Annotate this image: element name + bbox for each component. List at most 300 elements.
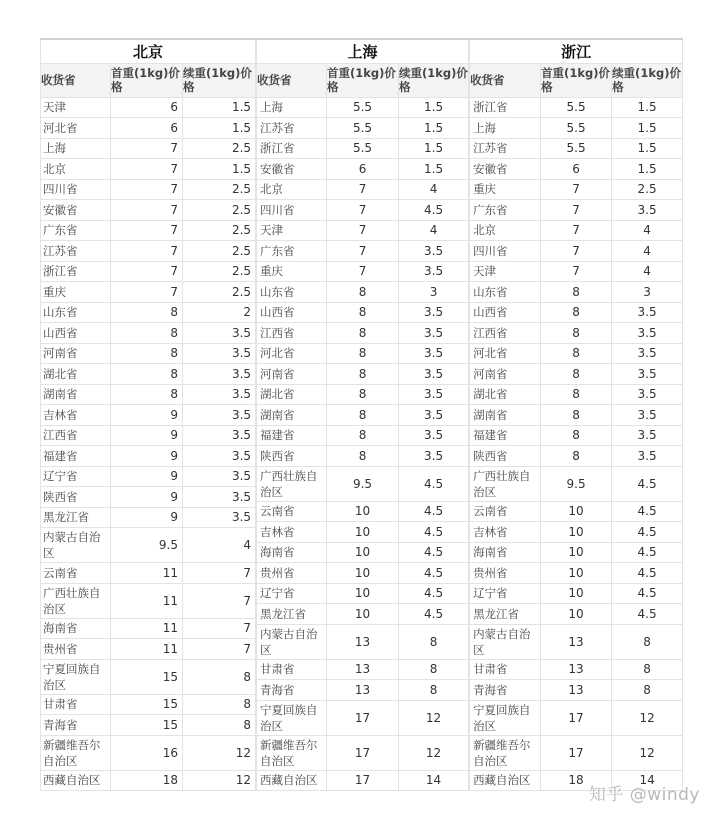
next-weight-cell: 3.5	[183, 405, 256, 426]
next-weight-cell: 3.5	[399, 364, 469, 385]
province-cell: 辽宁省	[470, 583, 541, 604]
province-cell: 西藏自治区	[257, 770, 327, 791]
table-row	[41, 715, 256, 736]
table-row	[257, 138, 469, 159]
province-cell: 宁夏回族自治区	[257, 700, 327, 735]
first-weight-cell: 8	[541, 282, 612, 303]
first-weight-cell: 9	[111, 446, 183, 467]
first-weight-cell: 10	[327, 583, 399, 604]
first-weight-cell: 13	[541, 624, 612, 659]
table-row	[41, 563, 256, 584]
province-cell: 云南省	[41, 563, 111, 584]
province-cell: 甘肃省	[470, 659, 541, 680]
table-body	[257, 97, 469, 791]
next-weight-cell: 8	[183, 659, 256, 694]
table-row	[41, 583, 256, 618]
table-row	[470, 118, 683, 139]
province-cell: 青海省	[470, 680, 541, 701]
table-row	[470, 97, 683, 118]
next-weight-cell: 12	[612, 735, 683, 770]
first-weight-cell: 8	[111, 364, 183, 385]
next-weight-cell: 4.5	[399, 604, 469, 625]
province-cell: 吉林省	[470, 522, 541, 543]
province-cell: 宁夏回族自治区	[41, 659, 111, 694]
first-weight-cell: 6	[541, 159, 612, 180]
table-row	[470, 200, 683, 221]
next-weight-cell: 8	[399, 659, 469, 680]
table-body	[41, 97, 256, 791]
table-row	[257, 364, 469, 385]
province-cell: 河北省	[257, 343, 327, 364]
first-weight-cell: 8	[541, 446, 612, 467]
zhejiang-table	[469, 38, 683, 791]
first-weight-cell: 7	[541, 179, 612, 200]
col-next-weight-header: 续重(1kg)价格	[612, 63, 683, 97]
province-cell: 甘肃省	[257, 659, 327, 680]
first-weight-cell: 8	[541, 343, 612, 364]
block-title: 浙江	[470, 39, 683, 63]
price-tables	[40, 38, 683, 791]
table-row	[41, 405, 256, 426]
table-row	[257, 405, 469, 426]
first-weight-cell: 8	[327, 343, 399, 364]
table-row	[41, 639, 256, 660]
table-row	[257, 583, 469, 604]
table-row	[257, 343, 469, 364]
table-row	[470, 700, 683, 735]
first-weight-cell: 8	[327, 323, 399, 344]
first-weight-cell: 10	[327, 563, 399, 584]
province-cell: 山西省	[257, 302, 327, 323]
next-weight-cell: 3.5	[399, 323, 469, 344]
next-weight-cell: 3.5	[612, 384, 683, 405]
table-row	[257, 118, 469, 139]
next-weight-cell: 4	[612, 220, 683, 241]
table-row	[41, 425, 256, 446]
first-weight-cell: 7	[541, 241, 612, 262]
table-row	[257, 680, 469, 701]
table-row	[41, 364, 256, 385]
province-cell: 新疆维吾尔自治区	[257, 735, 327, 770]
table-row	[41, 302, 256, 323]
province-cell: 江苏省	[257, 118, 327, 139]
table-row	[470, 735, 683, 770]
province-cell: 湖南省	[470, 405, 541, 426]
next-weight-cell: 4	[399, 179, 469, 200]
col-province-header: 收货省	[470, 63, 541, 97]
province-cell: 广西壮族自治区	[257, 466, 327, 501]
province-cell: 青海省	[257, 680, 327, 701]
next-weight-cell: 3.5	[612, 405, 683, 426]
province-cell: 山西省	[41, 323, 111, 344]
first-weight-cell: 8	[111, 384, 183, 405]
next-weight-cell: 4.5	[612, 583, 683, 604]
next-weight-cell: 2.5	[183, 138, 256, 159]
table-row	[41, 343, 256, 364]
table-row	[470, 282, 683, 303]
table-row	[41, 507, 256, 528]
next-weight-cell: 4.5	[399, 501, 469, 522]
table-row	[41, 770, 256, 791]
table-row	[41, 618, 256, 639]
table-row	[470, 405, 683, 426]
province-cell: 宁夏回族自治区	[470, 700, 541, 735]
first-weight-cell: 13	[327, 624, 399, 659]
next-weight-cell: 14	[399, 770, 469, 791]
table-row	[41, 735, 256, 770]
first-weight-cell: 8	[327, 302, 399, 323]
first-weight-cell: 7	[111, 179, 183, 200]
province-cell: 上海	[470, 118, 541, 139]
next-weight-cell: 12	[612, 700, 683, 735]
first-weight-cell: 10	[541, 522, 612, 543]
block-title: 北京	[41, 39, 256, 63]
first-weight-cell: 6	[111, 97, 183, 118]
first-weight-cell: 9	[111, 466, 183, 487]
table-row	[470, 604, 683, 625]
province-cell: 贵州省	[257, 563, 327, 584]
next-weight-cell: 7	[183, 618, 256, 639]
first-weight-cell: 7	[111, 159, 183, 180]
col-next-weight-header: 续重(1kg)价格	[183, 63, 256, 97]
first-weight-cell: 10	[541, 542, 612, 563]
province-cell: 四川省	[257, 200, 327, 221]
first-weight-cell: 7	[327, 200, 399, 221]
next-weight-cell: 3.5	[183, 323, 256, 344]
table-row	[470, 425, 683, 446]
table-row	[41, 179, 256, 200]
province-cell: 北京	[41, 159, 111, 180]
next-weight-cell: 3.5	[399, 425, 469, 446]
first-weight-cell: 5.5	[327, 138, 399, 159]
province-cell: 新疆维吾尔自治区	[470, 735, 541, 770]
table-row	[257, 624, 469, 659]
next-weight-cell: 4.5	[612, 542, 683, 563]
province-cell: 湖南省	[41, 384, 111, 405]
first-weight-cell: 10	[327, 604, 399, 625]
table-row	[257, 425, 469, 446]
province-cell: 西藏自治区	[41, 770, 111, 791]
next-weight-cell: 4.5	[399, 522, 469, 543]
province-cell: 新疆维吾尔自治区	[41, 735, 111, 770]
table-row	[257, 659, 469, 680]
table-row	[257, 563, 469, 584]
next-weight-cell: 2	[183, 302, 256, 323]
first-weight-cell: 7	[111, 261, 183, 282]
province-cell: 广东省	[41, 220, 111, 241]
province-cell: 浙江省	[41, 261, 111, 282]
province-cell: 河北省	[41, 118, 111, 139]
province-cell: 安徽省	[41, 200, 111, 221]
province-cell: 安徽省	[257, 159, 327, 180]
province-cell: 山西省	[470, 302, 541, 323]
first-weight-cell: 7	[111, 138, 183, 159]
first-weight-cell: 8	[327, 446, 399, 467]
first-weight-cell: 15	[111, 715, 183, 736]
first-weight-cell: 13	[541, 659, 612, 680]
table-row	[257, 384, 469, 405]
first-weight-cell: 9.5	[327, 466, 399, 501]
province-cell: 湖北省	[470, 384, 541, 405]
province-cell: 天津	[41, 97, 111, 118]
col-next-weight-header: 续重(1kg)价格	[399, 63, 469, 97]
next-weight-cell: 3.5	[399, 384, 469, 405]
first-weight-cell: 5.5	[541, 138, 612, 159]
province-cell: 江苏省	[41, 241, 111, 262]
table-row	[257, 542, 469, 563]
next-weight-cell: 8	[612, 659, 683, 680]
first-weight-cell: 7	[541, 220, 612, 241]
next-weight-cell: 4.5	[612, 604, 683, 625]
next-weight-cell: 3.5	[612, 343, 683, 364]
first-weight-cell: 9	[111, 425, 183, 446]
province-cell: 江西省	[257, 323, 327, 344]
first-weight-cell: 10	[327, 522, 399, 543]
first-weight-cell: 8	[541, 302, 612, 323]
first-weight-cell: 17	[327, 735, 399, 770]
next-weight-cell: 12	[399, 700, 469, 735]
province-cell: 重庆	[470, 179, 541, 200]
table-row	[470, 384, 683, 405]
province-cell: 福建省	[257, 425, 327, 446]
table-row	[257, 220, 469, 241]
first-weight-cell: 5.5	[541, 97, 612, 118]
province-cell: 云南省	[257, 501, 327, 522]
next-weight-cell: 3	[399, 282, 469, 303]
first-weight-cell: 7	[327, 241, 399, 262]
col-first-weight-header: 首重(1kg)价格	[111, 63, 183, 97]
province-cell: 陕西省	[257, 446, 327, 467]
col-first-weight-header: 首重(1kg)价格	[327, 63, 399, 97]
first-weight-cell: 8	[541, 364, 612, 385]
first-weight-cell: 8	[111, 323, 183, 344]
province-cell: 广东省	[470, 200, 541, 221]
province-cell: 山东省	[470, 282, 541, 303]
table-row	[257, 302, 469, 323]
table-row	[41, 694, 256, 715]
table-row	[257, 466, 469, 501]
province-cell: 贵州省	[470, 563, 541, 584]
first-weight-cell: 8	[541, 384, 612, 405]
province-cell: 天津	[257, 220, 327, 241]
province-cell: 贵州省	[41, 639, 111, 660]
table-row	[470, 624, 683, 659]
table-row	[470, 680, 683, 701]
next-weight-cell: 7	[183, 639, 256, 660]
table-row	[470, 659, 683, 680]
next-weight-cell: 4.5	[399, 466, 469, 501]
table-row	[257, 179, 469, 200]
province-cell: 湖北省	[257, 384, 327, 405]
first-weight-cell: 17	[327, 700, 399, 735]
table-row	[257, 323, 469, 344]
table-row	[41, 487, 256, 508]
next-weight-cell: 3.5	[183, 446, 256, 467]
next-weight-cell: 3.5	[183, 466, 256, 487]
first-weight-cell: 7	[541, 261, 612, 282]
table-row	[470, 179, 683, 200]
province-cell: 重庆	[41, 282, 111, 303]
next-weight-cell: 4	[612, 261, 683, 282]
first-weight-cell: 8	[327, 425, 399, 446]
province-cell: 安徽省	[470, 159, 541, 180]
province-cell: 河北省	[470, 343, 541, 364]
province-cell: 海南省	[470, 542, 541, 563]
next-weight-cell: 4	[612, 241, 683, 262]
province-cell: 海南省	[41, 618, 111, 639]
province-cell: 湖南省	[257, 405, 327, 426]
first-weight-cell: 6	[327, 159, 399, 180]
table-row	[470, 220, 683, 241]
province-cell: 辽宁省	[41, 466, 111, 487]
first-weight-cell: 17	[327, 770, 399, 791]
first-weight-cell: 11	[111, 563, 183, 584]
first-weight-cell: 6	[111, 118, 183, 139]
next-weight-cell: 7	[183, 563, 256, 584]
next-weight-cell: 8	[399, 680, 469, 701]
next-weight-cell: 1.5	[399, 97, 469, 118]
table-row	[257, 282, 469, 303]
table-row	[470, 241, 683, 262]
first-weight-cell: 8	[327, 384, 399, 405]
table-row	[257, 700, 469, 735]
table-row	[41, 446, 256, 467]
first-weight-cell: 11	[111, 618, 183, 639]
province-cell: 黑龙江省	[257, 604, 327, 625]
first-weight-cell: 16	[111, 735, 183, 770]
first-weight-cell: 13	[327, 659, 399, 680]
table-row	[470, 261, 683, 282]
province-cell: 福建省	[470, 425, 541, 446]
next-weight-cell: 3.5	[183, 343, 256, 364]
table-row	[41, 261, 256, 282]
next-weight-cell: 8	[612, 680, 683, 701]
next-weight-cell: 2.5	[183, 261, 256, 282]
first-weight-cell: 10	[327, 542, 399, 563]
table-row	[257, 604, 469, 625]
table-row	[41, 323, 256, 344]
first-weight-cell: 8	[327, 364, 399, 385]
first-weight-cell: 8	[327, 405, 399, 426]
first-weight-cell: 10	[541, 501, 612, 522]
table-row	[470, 323, 683, 344]
table-row	[41, 97, 256, 118]
next-weight-cell: 4.5	[612, 501, 683, 522]
next-weight-cell: 3.5	[612, 425, 683, 446]
table-row	[257, 241, 469, 262]
province-cell: 天津	[470, 261, 541, 282]
province-cell: 山东省	[257, 282, 327, 303]
next-weight-cell: 3.5	[612, 364, 683, 385]
province-cell: 黑龙江省	[41, 507, 111, 528]
next-weight-cell: 1.5	[399, 159, 469, 180]
province-cell: 山东省	[41, 302, 111, 323]
table-row	[41, 220, 256, 241]
next-weight-cell: 3.5	[399, 261, 469, 282]
province-cell: 河南省	[41, 343, 111, 364]
next-weight-cell: 3.5	[183, 384, 256, 405]
first-weight-cell: 13	[327, 680, 399, 701]
table-row	[257, 97, 469, 118]
next-weight-cell: 4.5	[612, 563, 683, 584]
province-cell: 甘肃省	[41, 694, 111, 715]
province-cell: 辽宁省	[257, 583, 327, 604]
first-weight-cell: 9.5	[541, 466, 612, 501]
first-weight-cell: 9	[111, 487, 183, 508]
province-cell: 西藏自治区	[470, 770, 541, 791]
next-weight-cell: 4.5	[612, 522, 683, 543]
next-weight-cell: 3	[612, 282, 683, 303]
table-row	[41, 466, 256, 487]
next-weight-cell: 1.5	[399, 118, 469, 139]
table-row	[470, 542, 683, 563]
next-weight-cell: 4.5	[399, 583, 469, 604]
first-weight-cell: 8	[541, 323, 612, 344]
province-cell: 河南省	[257, 364, 327, 385]
next-weight-cell: 1.5	[183, 159, 256, 180]
block-title: 上海	[257, 39, 469, 63]
next-weight-cell: 1.5	[612, 159, 683, 180]
table-row	[470, 302, 683, 323]
first-weight-cell: 9.5	[111, 528, 183, 563]
next-weight-cell: 12	[183, 735, 256, 770]
table-row	[470, 501, 683, 522]
first-weight-cell: 7	[327, 261, 399, 282]
next-weight-cell: 3.5	[399, 241, 469, 262]
first-weight-cell: 9	[111, 405, 183, 426]
col-province-header: 收货省	[41, 63, 111, 97]
next-weight-cell: 1.5	[399, 138, 469, 159]
province-cell: 北京	[470, 220, 541, 241]
first-weight-cell: 7	[111, 282, 183, 303]
next-weight-cell: 1.5	[612, 97, 683, 118]
next-weight-cell: 3.5	[183, 364, 256, 385]
province-cell: 海南省	[257, 542, 327, 563]
province-cell: 四川省	[470, 241, 541, 262]
first-weight-cell: 15	[111, 694, 183, 715]
province-cell: 内蒙古自治区	[470, 624, 541, 659]
province-cell: 广东省	[257, 241, 327, 262]
province-cell: 陕西省	[41, 487, 111, 508]
province-cell: 江西省	[41, 425, 111, 446]
next-weight-cell: 3.5	[612, 302, 683, 323]
first-weight-cell: 18	[541, 770, 612, 791]
first-weight-cell: 18	[111, 770, 183, 791]
table-row	[257, 770, 469, 791]
next-weight-cell: 8	[612, 624, 683, 659]
col-first-weight-header: 首重(1kg)价格	[541, 63, 612, 97]
table-row	[470, 563, 683, 584]
first-weight-cell: 7	[111, 241, 183, 262]
table-row	[41, 659, 256, 694]
next-weight-cell: 4.5	[612, 466, 683, 501]
first-weight-cell: 10	[541, 604, 612, 625]
next-weight-cell: 8	[183, 694, 256, 715]
next-weight-cell: 8	[183, 715, 256, 736]
province-cell: 吉林省	[257, 522, 327, 543]
next-weight-cell: 3.5	[612, 200, 683, 221]
first-weight-cell: 17	[541, 700, 612, 735]
next-weight-cell: 1.5	[612, 118, 683, 139]
first-weight-cell: 8	[541, 425, 612, 446]
province-cell: 陕西省	[470, 446, 541, 467]
next-weight-cell: 4	[399, 220, 469, 241]
next-weight-cell: 3.5	[399, 446, 469, 467]
table-row	[257, 522, 469, 543]
table-row	[257, 200, 469, 221]
first-weight-cell: 7	[111, 220, 183, 241]
first-weight-cell: 8	[541, 405, 612, 426]
